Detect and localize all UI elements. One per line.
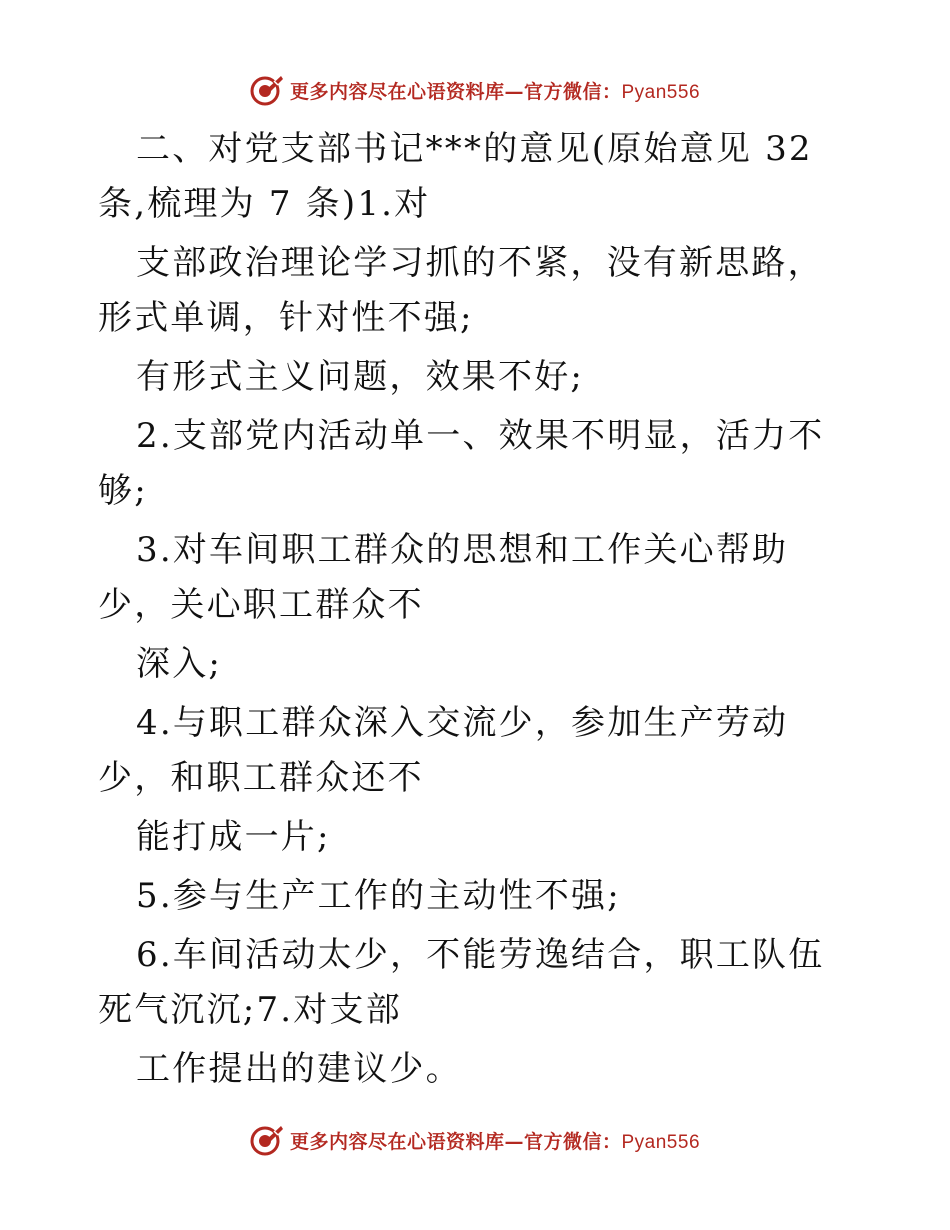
paragraph-4a: 4.与职工群众深入交流少，参加生产劳动少，和职工群众还不 bbox=[98, 703, 789, 798]
paragraph-2: 2.支部党内活动单一、效果不明显，活力不够; bbox=[98, 416, 825, 511]
paragraph-5: 5.参与生产工作的主动性不强; bbox=[136, 876, 621, 916]
paragraph-1b: 有形式主义问题，效果不好; bbox=[136, 357, 585, 397]
header-watermark bbox=[0, 70, 950, 110]
paragraph-1a: 支部政治理论学习抓的不紧，没有新思路，形式单调，针对性不强; bbox=[98, 243, 824, 338]
watermark-text: 更多内容尽在心语资料库—官方微信：Pyan556 bbox=[289, 1130, 701, 1153]
document-body bbox=[98, 122, 858, 1101]
red-pen-logo-icon bbox=[250, 1123, 284, 1157]
paragraph-6: 6.车间活动太少，不能劳逸结合，职工队伍死气沉沉;7.对支部 bbox=[98, 935, 825, 1030]
watermark-text: 更多内容尽在心语资料库—官方微信：Pyan556 bbox=[289, 80, 701, 103]
paragraph-3a: 3.对车间职工群众的思想和工作关心帮助少，关心职工群众不 bbox=[98, 530, 789, 625]
paragraph-3b: 深入; bbox=[136, 644, 223, 684]
paragraph-heading: 二、对党支部书记***的意见(原始意见 32 条,梳理为 7 条)1.对 bbox=[98, 129, 813, 224]
paragraph-7: 工作提出的建议少。 bbox=[136, 1049, 462, 1089]
footer-watermark bbox=[0, 1120, 950, 1160]
red-pen-logo-icon bbox=[250, 73, 284, 107]
paragraph-4b: 能打成一片; bbox=[136, 817, 331, 857]
